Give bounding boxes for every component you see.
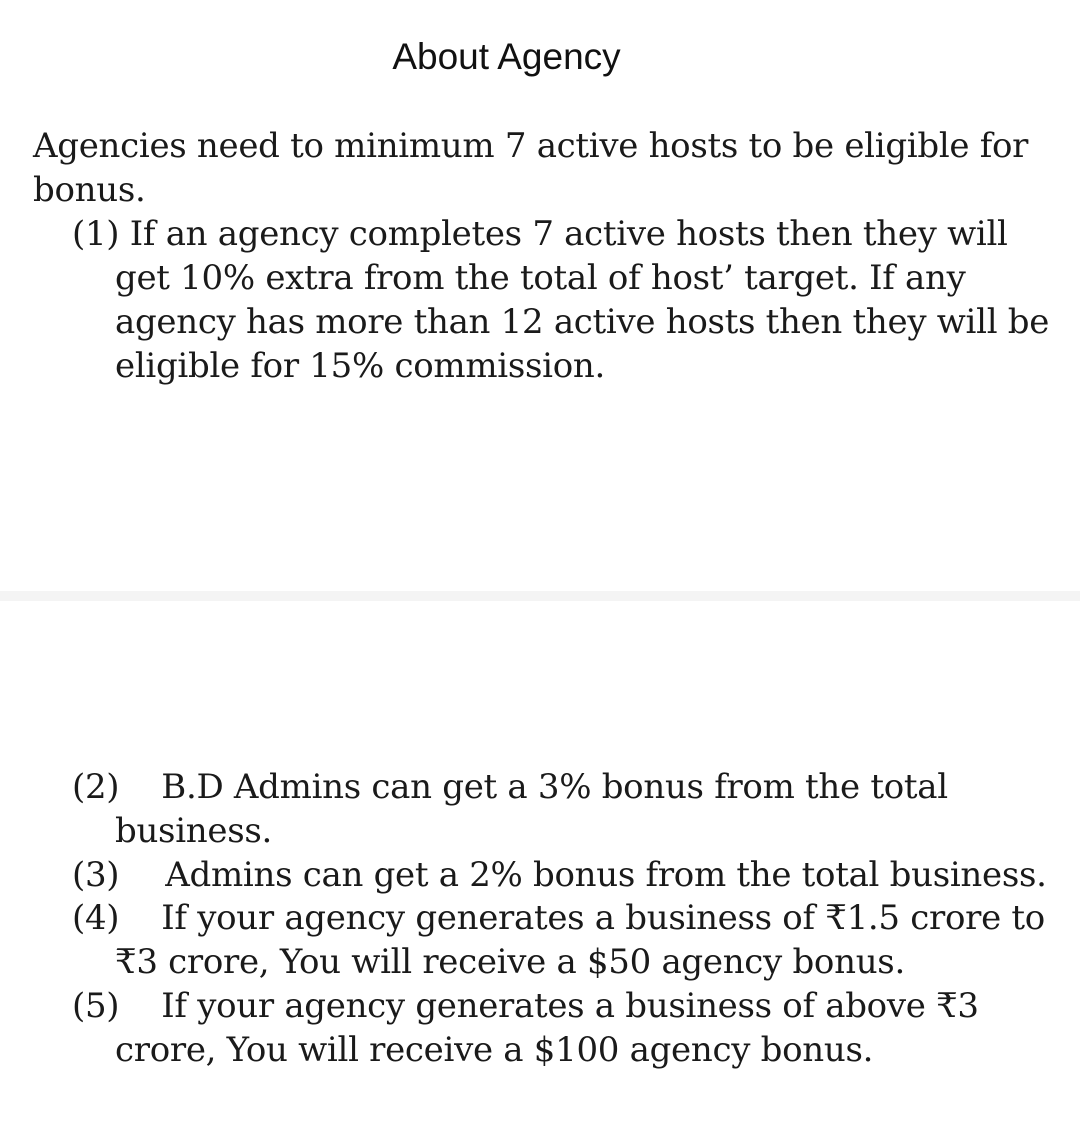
item-text-line: If an agency completes 7 active hosts then they will bbox=[129, 214, 1008, 254]
item-text-line: crore, You will receive a $100 agency bonus. bbox=[115, 1030, 874, 1070]
item-number: (2) bbox=[72, 767, 120, 807]
item-text-line: ₹3 crore, You will receive a $50 agency bonus. bbox=[115, 942, 905, 982]
page-title: About Agency bbox=[392, 36, 621, 77]
list-item-2 bbox=[72, 765, 1062, 853]
list-item-3 bbox=[72, 853, 1062, 897]
intro-paragraph bbox=[33, 124, 1033, 212]
item-text-line: Admins can get a 2% bonus from the total business. bbox=[165, 855, 1047, 895]
item-text-line: B.D Admins can get a 3% bonus from the total bbox=[161, 767, 948, 807]
item-number: (3) bbox=[72, 855, 120, 895]
list-item-1 bbox=[72, 212, 1062, 388]
item-text-line: eligible for 15% commission. bbox=[115, 346, 605, 386]
intro-line: Agencies need to minimum 7 active hosts to be eligible for bbox=[33, 126, 1029, 166]
item-text-line: business. bbox=[115, 811, 273, 851]
section-divider bbox=[0, 591, 1080, 601]
list-item-5 bbox=[72, 984, 1062, 1072]
item-number: (5) bbox=[72, 986, 120, 1026]
item-text-line: If your agency generates a business of above ₹3 bbox=[161, 986, 979, 1026]
item-text-line: get 10% extra from the total of host’ target. If any bbox=[115, 258, 966, 298]
item-text-line: agency has more than 12 active hosts then they will be bbox=[115, 302, 1050, 342]
list-item-4 bbox=[72, 896, 1062, 984]
item-number: (4) bbox=[72, 898, 120, 938]
intro-line: bonus. bbox=[33, 170, 146, 210]
item-text-line: If your agency generates a business of ₹1.5 crore to bbox=[161, 898, 1045, 938]
item-number: (1) bbox=[72, 214, 120, 254]
